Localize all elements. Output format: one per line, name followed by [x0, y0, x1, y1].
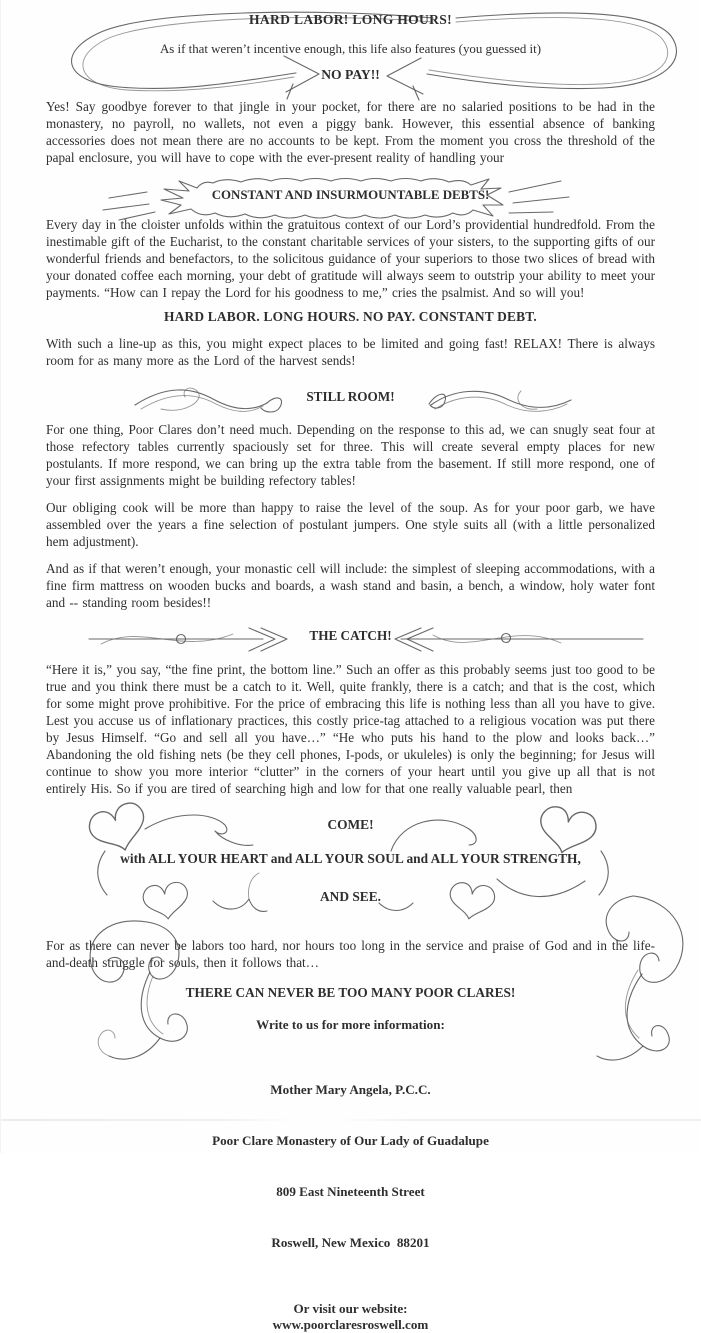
and-see-line: AND SEE. — [319, 889, 382, 904]
catch-header: THE CATCH! — [309, 628, 392, 643]
banner-subtitle: As if that weren’t incentive enough, this life also features (you guessed it) — [159, 42, 541, 56]
paragraph-follows: For as there can never be labors too hard, nor hours too long in the service and praise of God and in the life-and-death struggle for souls, then it follows that… — [46, 938, 655, 970]
banner-callout: NO PAY!! — [321, 67, 380, 82]
contact-street: 809 East Nineteenth Street — [276, 1184, 425, 1199]
still-room-header: STILL ROOM! — [306, 389, 395, 404]
paragraph-cell: And as if that weren’t enough, your monastic cell will include: the simplest of sleeping accommodations, with a fine firm mattress on wooden bucks and boards, a wash stand and basin, a bench, a window, holy water font and -- standing room besides!! — [46, 561, 655, 610]
paragraph-debts: Every day in the cloister unfolds within the gratuitous context of our Lord’s providential hundredfold. From the inestimable gift of the Eucharist, to the constant charitable services of your sisters, to the supporting gifts of our wonderful friends and benefactors, to the solicitous guidance of your superiors to those two slices of bread with your donated coffee each morning, your debt of gratitude will always seem to outstrip your ability to meet your payments. “How can I repay the Lord for his goodness to me,” cries the psalmist. And so will you! — [46, 217, 655, 300]
contact-monastery: Poor Clare Monastery of Our Lady of Guadalupe — [212, 1133, 489, 1148]
quill-flourish-right-icon — [545, 892, 701, 1070]
debts-burst-header: CONSTANT AND INSURMOUNTABLE DEBTS! — [211, 188, 490, 202]
paragraph-cook: Our obliging cook will be more than happy to raise the level of the soup. As for your poor garb, we have assembled over the years a fine selection of postulant jumpers. One style suits all (with a little personalized hem adjustment). — [46, 500, 655, 549]
contact-name: Mother Mary Angela, P.C.C. — [270, 1082, 431, 1097]
summary-line: HARD LABOR. LONG HOURS. NO PAY. CONSTANT DEBT. — [164, 309, 537, 324]
page-edge-line — [1, 1119, 701, 1121]
paragraph-refectory: For one thing, Poor Clares don’t need much. Depending on the response to this ad, we can snugly seat four at those refectory tables currently spaciously set for three. This will create several empty places for new postulants. If more respond, we can bring up the extra table from the basement. If still more respond, one of your first assignments might be building refectory tables! — [46, 422, 655, 488]
top-banner — [1, 4, 700, 96]
paragraph-relax: With such a line-up as this, you might expect places to be limited and going fast! RELAX! There is always room for as many more as the Lord of the harvest sends! — [46, 336, 655, 368]
closing-line: THERE CAN NEVER BE TOO MANY POOR CLARES! — [185, 985, 516, 1000]
still-room-banner — [1, 379, 700, 415]
come-line: COME! — [327, 817, 374, 832]
contact-intro: Write to us for more information: — [256, 1017, 445, 1032]
come-detail-line: with ALL YOUR HEART and ALL YOUR SOUL and ALL YOUR STRENGTH, — [120, 851, 581, 866]
quill-flourish-left-icon — [49, 916, 219, 1084]
paragraph-no-pay: Yes! Say goodbye forever to that jingle in your pocket, for there are no salaried positions to be had in the monastery, no payroll, no wallets, not even a piggy bank. However, this essential absence of banking accessories does not mean there are no accounts to be kept. From the moment you cross the threshold of the papal enclosure, you will have to cope with the ever-present reality of handling your — [46, 99, 655, 165]
banner-title: HARD LABOR! LONG HOURS! — [249, 12, 452, 27]
contact-city: Roswell, New Mexico 88201 — [271, 1235, 430, 1250]
catch-banner — [1, 621, 700, 653]
paragraph-the-catch: “Here it is,” you say, “the fine print, the bottom line.” Such an offer as this probably seems just too good to be true and you think there must be a catch to it. Well, quite frankly, there is a catch; and that is the cost, which for some might prove prohibitive. For the price of embracing this life is nothing less than all you have to give. Lest you accuse us of inflationary practices, this costly price-tag attached to a religious vocation was put there by Jesus Himself. “Go and sell all you have…” “He who puts his hand to the plow and looks back…” Abandoning the old fishing nets (be they cell phones, I-pods, or ukuleles) is only the beginning; for Jesus will continue to show you more interior “clutter” in the corners of your heart until you give up all that is not entirely His. So if you are tired of searching high and low for that one really valuable pearl, then — [46, 662, 655, 796]
website-url: www.poorclaresroswell.com — [272, 1317, 429, 1332]
website-intro: Or visit our website: — [293, 1301, 408, 1316]
debts-burst — [1, 176, 700, 216]
